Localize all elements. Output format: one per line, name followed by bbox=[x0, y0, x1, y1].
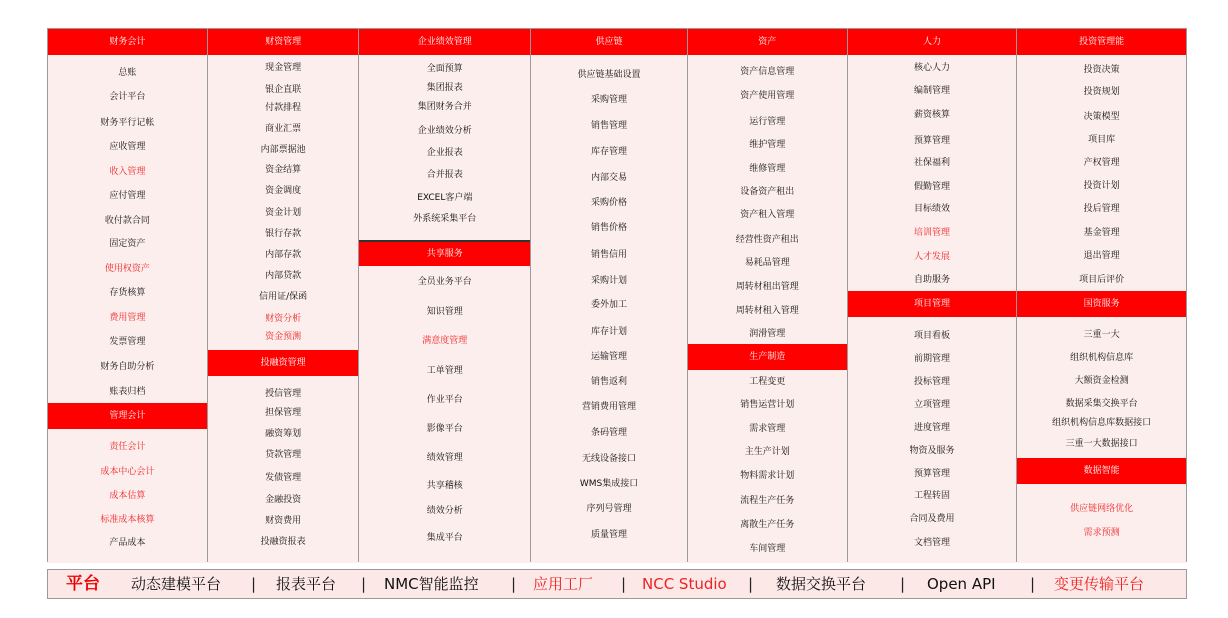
section-header: 企业绩效管理 bbox=[359, 29, 530, 55]
module-item[interactable]: 内部交易 bbox=[591, 173, 628, 183]
platform-item[interactable]: NMC智能监控 bbox=[384, 575, 479, 593]
platform-separator: | bbox=[251, 575, 257, 593]
module-item[interactable]: 信用证/保函 bbox=[259, 292, 308, 302]
module-item[interactable]: 需求管理 bbox=[749, 424, 786, 434]
module-item[interactable]: 担保管理 bbox=[265, 408, 302, 418]
module-item[interactable]: 润滑管理 bbox=[749, 329, 786, 339]
module-item[interactable]: 前期管理 bbox=[913, 354, 950, 364]
module-item[interactable]: 内部票据池 bbox=[260, 145, 306, 155]
module-item[interactable]: 作业平台 bbox=[426, 395, 463, 405]
module-item[interactable]: 投资决策 bbox=[1083, 65, 1120, 75]
module-item[interactable]: 核心人力 bbox=[913, 63, 950, 73]
module-item[interactable]: 设备资产租出 bbox=[740, 187, 795, 197]
module-item[interactable]: 内部贷款 bbox=[265, 271, 302, 281]
module-item[interactable]: 大额资金检测 bbox=[1074, 376, 1129, 386]
module-item[interactable]: 销售返利 bbox=[591, 377, 628, 387]
module-item[interactable]: 数据采集交换平台 bbox=[1065, 399, 1138, 409]
module-item[interactable]: 内部存款 bbox=[265, 250, 302, 260]
module-item[interactable]: 资金结算 bbox=[265, 165, 302, 175]
module-item[interactable]: 应收管理 bbox=[109, 142, 146, 152]
module-item[interactable]: 销售价格 bbox=[591, 223, 628, 233]
module-item[interactable]: 集成平台 bbox=[426, 533, 463, 543]
section-header: 人力 bbox=[848, 29, 1017, 55]
module-item[interactable]: 发票管理 bbox=[109, 337, 146, 347]
module-item[interactable]: 委外加工 bbox=[591, 300, 628, 310]
module-item[interactable]: 退出管理 bbox=[1083, 251, 1120, 261]
module-item[interactable]: 编制管理 bbox=[913, 86, 950, 96]
platform-item[interactable]: 动态建模平台 bbox=[131, 575, 222, 593]
module-item[interactable]: 项目后评价 bbox=[1079, 275, 1125, 285]
platform-separator: | bbox=[511, 575, 517, 593]
module-item[interactable]: 库存计划 bbox=[591, 327, 628, 337]
module-item[interactable]: 存货核算 bbox=[109, 288, 146, 298]
platform-item[interactable]: NCC Studio bbox=[642, 575, 727, 593]
module-item[interactable]: 条码管理 bbox=[591, 428, 628, 438]
column-5 bbox=[688, 29, 848, 561]
module-item[interactable]: 绩效管理 bbox=[426, 453, 463, 463]
platform-separator: | bbox=[361, 575, 367, 593]
module-item[interactable]: 营销费用管理 bbox=[582, 402, 637, 412]
platform-bar bbox=[47, 569, 1187, 599]
section bbox=[1017, 458, 1186, 563]
module-item[interactable]: 资产信息管理 bbox=[740, 67, 795, 77]
column-3 bbox=[359, 29, 531, 561]
module-item[interactable]: 成本中心会计 bbox=[100, 467, 155, 477]
module-item[interactable]: 总账 bbox=[118, 68, 137, 78]
module-item[interactable]: 车间管理 bbox=[749, 544, 786, 554]
section bbox=[359, 240, 530, 563]
module-item[interactable]: 维护管理 bbox=[749, 140, 786, 150]
module-item[interactable]: 供应链基础设置 bbox=[577, 70, 641, 80]
module-item[interactable]: 项目库 bbox=[1088, 135, 1116, 145]
section-header: 生产制造 bbox=[688, 344, 847, 370]
module-item[interactable]: 集团报表 bbox=[426, 83, 463, 93]
module-item[interactable]: 三重一大 bbox=[1083, 330, 1120, 340]
module-item[interactable]: 收入管理 bbox=[109, 167, 146, 177]
module-item[interactable]: 采购价格 bbox=[591, 198, 628, 208]
module-item[interactable]: 预算管理 bbox=[913, 469, 950, 479]
section bbox=[688, 29, 847, 344]
column-4 bbox=[531, 29, 688, 561]
module-item[interactable]: 工程转固 bbox=[913, 491, 950, 501]
module-item[interactable]: 知识管理 bbox=[426, 307, 463, 317]
column-1 bbox=[48, 29, 208, 561]
column-7 bbox=[1017, 29, 1186, 561]
module-item[interactable]: 库存管理 bbox=[591, 147, 628, 157]
module-item[interactable]: 投资规划 bbox=[1083, 87, 1120, 97]
module-item[interactable]: 离散生产任务 bbox=[740, 520, 795, 530]
module-item[interactable]: 银企直联 bbox=[265, 85, 302, 95]
platform-title: 平台 bbox=[66, 574, 100, 594]
module-item[interactable]: 立项管理 bbox=[913, 400, 950, 410]
section bbox=[359, 29, 530, 240]
module-item[interactable]: 薪资核算 bbox=[913, 110, 950, 120]
capability-grid bbox=[47, 28, 1187, 562]
platform-item[interactable]: 应用工厂 bbox=[533, 575, 594, 593]
module-item[interactable]: 投标管理 bbox=[913, 377, 950, 387]
module-item[interactable]: 成本估算 bbox=[109, 491, 146, 501]
section bbox=[848, 29, 1017, 291]
platform-separator: | bbox=[900, 575, 906, 593]
platform-item[interactable]: 变更传输平台 bbox=[1054, 575, 1145, 593]
platform-separator: | bbox=[748, 575, 754, 593]
module-item[interactable]: 无线设备接口 bbox=[582, 454, 637, 464]
module-item[interactable]: 资金计划 bbox=[265, 208, 302, 218]
module-item[interactable]: 项目看板 bbox=[913, 331, 950, 341]
section-header: 投资管理能 bbox=[1017, 29, 1186, 55]
module-item[interactable]: 需求预测 bbox=[1083, 528, 1120, 538]
section-header: 共享服务 bbox=[359, 240, 530, 266]
module-item[interactable]: 满意度管理 bbox=[422, 336, 468, 346]
module-item[interactable]: 物料需求计划 bbox=[740, 471, 795, 481]
module-item[interactable]: 序列号管理 bbox=[586, 504, 632, 514]
section bbox=[531, 29, 687, 563]
section-header: 管理会计 bbox=[48, 403, 207, 429]
platform-item[interactable]: 数据交换平台 bbox=[776, 575, 867, 593]
module-item[interactable]: 财资分析 bbox=[265, 314, 302, 324]
section bbox=[208, 29, 359, 350]
module-item[interactable]: 周转材租出管理 bbox=[735, 282, 799, 292]
module-item[interactable]: 假勤管理 bbox=[913, 182, 950, 192]
section bbox=[848, 291, 1017, 563]
module-item[interactable]: 授信管理 bbox=[265, 389, 302, 399]
module-item[interactable]: 全面预算 bbox=[426, 64, 463, 74]
module-item[interactable]: 收付款合同 bbox=[104, 216, 150, 226]
module-item[interactable]: 主生产计划 bbox=[744, 447, 790, 457]
module-item[interactable]: 标准成本核算 bbox=[100, 515, 155, 525]
module-item[interactable]: 销售信用 bbox=[591, 250, 628, 260]
module-item[interactable]: 资产使用管理 bbox=[740, 91, 795, 101]
module-item[interactable]: 文档管理 bbox=[913, 538, 950, 548]
module-item[interactable]: 预算管理 bbox=[913, 136, 950, 146]
module-item[interactable]: 运输管理 bbox=[591, 352, 628, 362]
module-item[interactable]: 工单管理 bbox=[426, 366, 463, 376]
module-item[interactable]: 供应链网络优化 bbox=[1070, 504, 1134, 514]
module-item[interactable]: 全员业务平台 bbox=[417, 277, 472, 287]
module-item[interactable]: 社保福利 bbox=[913, 158, 950, 168]
module-item[interactable]: 产权管理 bbox=[1083, 158, 1120, 168]
module-item[interactable]: 银行存款 bbox=[265, 229, 302, 239]
module-item[interactable]: 绩效分析 bbox=[426, 506, 463, 516]
module-item[interactable]: 采购管理 bbox=[591, 95, 628, 105]
module-item[interactable]: 固定资产 bbox=[109, 239, 146, 249]
module-item[interactable]: 易耗品管理 bbox=[744, 258, 790, 268]
module-item[interactable]: EXCEL客户端 bbox=[417, 193, 473, 203]
module-item[interactable]: 付款排程 bbox=[265, 103, 302, 113]
module-item[interactable]: 投资计划 bbox=[1083, 181, 1120, 191]
module-item[interactable]: 发债管理 bbox=[265, 473, 302, 483]
section-header: 项目管理 bbox=[848, 291, 1017, 317]
module-item[interactable]: 经营性资产租出 bbox=[735, 235, 799, 245]
module-item[interactable]: 进度管理 bbox=[913, 423, 950, 433]
section-header: 投融资管理 bbox=[208, 350, 359, 376]
module-item[interactable]: 资金预测 bbox=[265, 332, 302, 342]
module-item[interactable]: 维修管理 bbox=[749, 164, 786, 174]
module-item[interactable]: 应付管理 bbox=[109, 191, 146, 201]
module-item[interactable]: 周转材租入管理 bbox=[735, 306, 799, 316]
module-item[interactable]: 商业汇票 bbox=[265, 124, 302, 134]
module-item[interactable]: 外系统采集平台 bbox=[413, 214, 477, 224]
module-item[interactable]: 资金调度 bbox=[265, 186, 302, 196]
module-item[interactable]: 企业报表 bbox=[426, 148, 463, 158]
section-header: 国资服务 bbox=[1017, 291, 1186, 317]
section-header: 资产 bbox=[688, 29, 847, 55]
platform-item[interactable]: Open API bbox=[927, 575, 996, 593]
module-item[interactable]: 销售管理 bbox=[591, 121, 628, 131]
module-item[interactable]: WMS集成接口 bbox=[579, 479, 639, 489]
module-item[interactable]: 融资筹划 bbox=[265, 429, 302, 439]
module-item[interactable]: 目标绩效 bbox=[913, 204, 950, 214]
module-item[interactable]: 培训管理 bbox=[913, 228, 950, 238]
module-item[interactable]: 运行管理 bbox=[749, 117, 786, 127]
module-item[interactable]: 人才发展 bbox=[913, 252, 950, 262]
module-item[interactable]: 三重一大数据接口 bbox=[1065, 439, 1138, 449]
module-item[interactable]: 销售运营计划 bbox=[740, 400, 795, 410]
module-item[interactable]: 财务自助分析 bbox=[100, 362, 155, 372]
section bbox=[1017, 291, 1186, 458]
section bbox=[1017, 29, 1186, 291]
module-item[interactable]: 共享稽核 bbox=[426, 481, 463, 491]
module-item[interactable]: 使用权资产 bbox=[104, 264, 150, 274]
module-item[interactable]: 集团财务合并 bbox=[417, 102, 472, 112]
module-item[interactable]: 影像平台 bbox=[426, 424, 463, 434]
module-item[interactable]: 组织机构信息库 bbox=[1070, 353, 1134, 363]
section-header: 数据智能 bbox=[1017, 458, 1186, 484]
module-item[interactable]: 流程生产任务 bbox=[740, 496, 795, 506]
section-header: 财务会计 bbox=[48, 29, 207, 55]
module-item[interactable]: 产品成本 bbox=[109, 538, 146, 548]
platform-separator: | bbox=[621, 575, 627, 593]
module-item[interactable]: 质量管理 bbox=[591, 530, 628, 540]
column-2 bbox=[208, 29, 360, 561]
module-item[interactable]: 组织机构信息库数据接口 bbox=[1052, 418, 1152, 428]
module-item[interactable]: 合同及费用 bbox=[909, 514, 955, 524]
column-6 bbox=[848, 29, 1018, 561]
section bbox=[688, 344, 847, 563]
section bbox=[208, 350, 359, 563]
module-item[interactable]: 金融投资 bbox=[265, 495, 302, 505]
section-header: 财资管理 bbox=[208, 29, 359, 55]
module-item[interactable]: 企业绩效分析 bbox=[417, 126, 472, 136]
module-item[interactable]: 基金管理 bbox=[1083, 228, 1120, 238]
module-item[interactable]: 财资费用 bbox=[265, 516, 302, 526]
module-item[interactable]: 合并报表 bbox=[426, 170, 463, 180]
section bbox=[48, 29, 207, 403]
module-item[interactable]: 投后管理 bbox=[1083, 204, 1120, 214]
section bbox=[48, 403, 207, 563]
platform-item[interactable]: 报表平台 bbox=[276, 575, 337, 593]
module-item[interactable]: 工程变更 bbox=[749, 377, 786, 387]
module-item[interactable]: 采购计划 bbox=[591, 276, 628, 286]
module-item[interactable]: 资产租入管理 bbox=[740, 210, 795, 220]
platform-separator: | bbox=[1030, 575, 1036, 593]
module-item[interactable]: 现金管理 bbox=[265, 63, 302, 73]
module-item[interactable]: 责任会计 bbox=[109, 442, 146, 452]
module-item[interactable]: 贷款管理 bbox=[265, 450, 302, 460]
module-item[interactable]: 费用管理 bbox=[109, 313, 146, 323]
module-item[interactable]: 投融资报表 bbox=[260, 537, 306, 547]
module-item[interactable]: 决策模型 bbox=[1083, 112, 1120, 122]
module-item[interactable]: 物资及服务 bbox=[909, 446, 955, 456]
module-item[interactable]: 账表归档 bbox=[109, 387, 146, 397]
module-item[interactable]: 会计平台 bbox=[109, 92, 146, 102]
section-header: 供应链 bbox=[531, 29, 687, 55]
module-item[interactable]: 自助服务 bbox=[913, 275, 950, 285]
module-item[interactable]: 财务平行记帐 bbox=[100, 118, 155, 128]
